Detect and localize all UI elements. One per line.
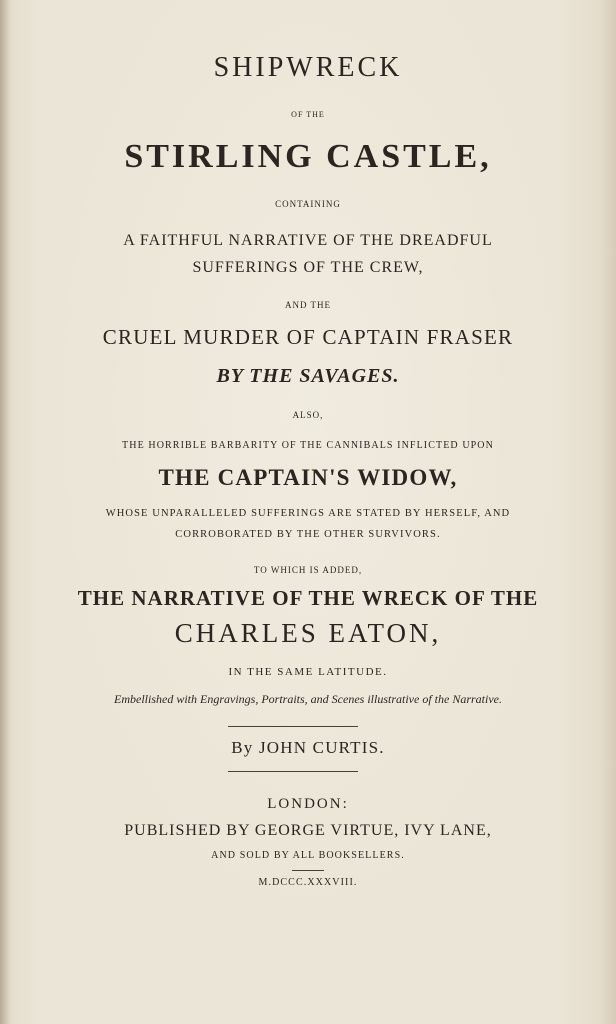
title-charles-eaton: CHARLES EATON, (174, 618, 442, 648)
divider-rule-upper (228, 726, 358, 727)
imprint-sold: AND SOLD BY ALL BOOKSELLERS. (211, 850, 405, 861)
divider-rule-small (292, 870, 324, 871)
imprint-year: M.DCCC.XXXVIII. (258, 877, 358, 888)
subtitle-unparalleled: WHOSE UNPARALLELED SUFFERINGS ARE STATED BY HERSELF, AND (105, 508, 511, 519)
subtitle-sufferings: SUFFERINGS OF THE CREW, (192, 259, 424, 276)
of-the-label: OF THE (291, 110, 325, 119)
subtitle-captains-widow: THE CAPTAIN'S WIDOW, (158, 465, 458, 490)
divider-rule-lower (228, 771, 358, 772)
title-shipwreck: SHIPWRECK (213, 52, 403, 83)
subtitle-corroborated: CORROBORATED BY THE OTHER SURVIVORS. (175, 529, 441, 540)
imprint-city: LONDON: (267, 796, 349, 812)
subtitle-barbarity: THE HORRIBLE BARBARITY OF THE CANNIBALS INFLICTED UPON (122, 440, 494, 451)
also-label: ALSO, (292, 410, 324, 420)
containing-label: CONTAINING (275, 199, 341, 209)
byline-author: By JOHN CURTIS. (231, 738, 385, 757)
subtitle-savages: BY THE SAVAGES. (216, 365, 400, 387)
and-the-label: AND THE (284, 300, 332, 310)
subtitle-wreck-narrative: THE NARRATIVE OF THE WRECK OF THE (77, 586, 539, 610)
subtitle-latitude: IN THE SAME LATITUDE. (228, 666, 388, 678)
embellishment-note: Embellished with Engravings, Portraits, and Scenes illustrative of the Narrative. (114, 692, 502, 706)
imprint-publisher: PUBLISHED BY GEORGE VIRTUE, IVY LANE, (124, 822, 492, 839)
title-stirling-castle: STIRLING CASTLE, (124, 138, 492, 175)
to-which-is-added-label: TO WHICH IS ADDED, (253, 565, 363, 575)
subtitle-cruel-murder: CRUEL MURDER OF CAPTAIN FRASER (102, 325, 514, 349)
subtitle-faithful-narrative: A FAITHFUL NARRATIVE OF THE DREADFUL (123, 232, 493, 249)
